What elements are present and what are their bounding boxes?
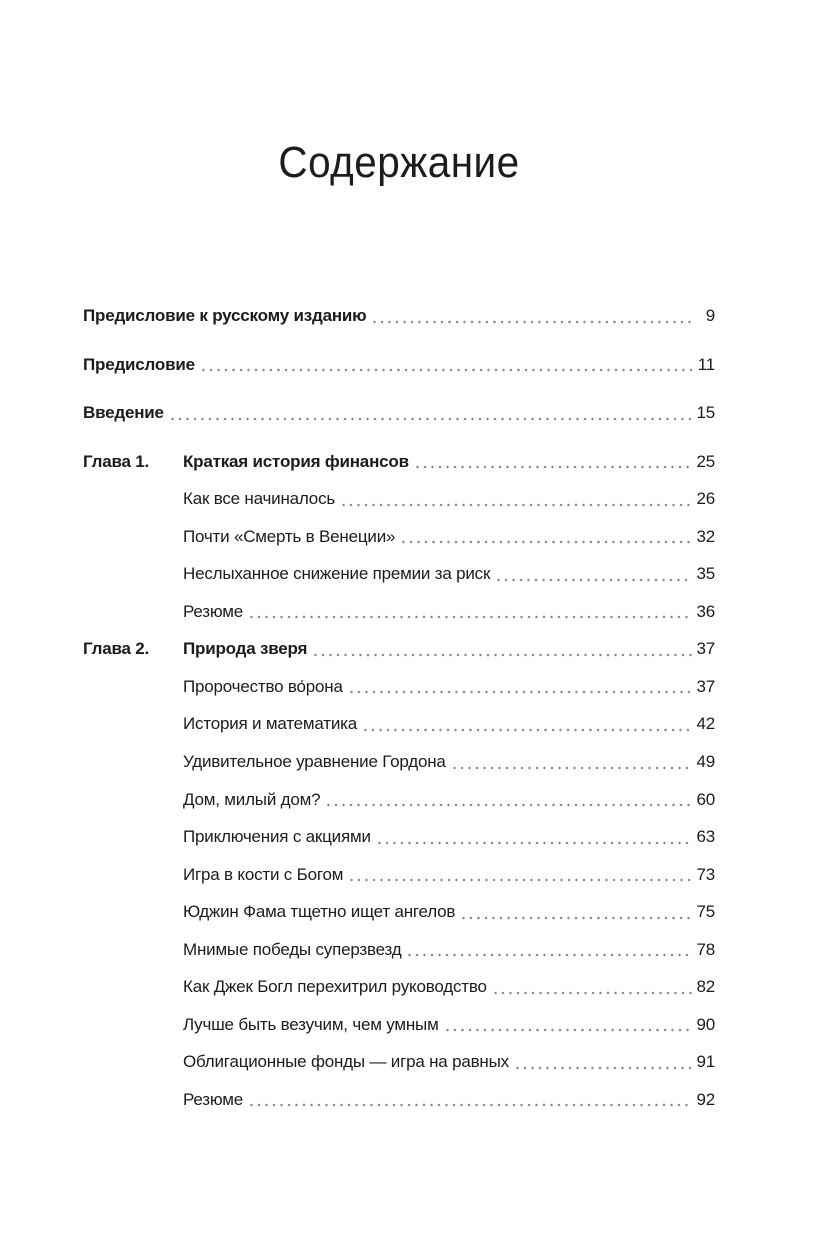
dot-leader — [497, 578, 692, 582]
toc-entry — [83, 827, 715, 847]
page-number: 35 — [696, 564, 715, 584]
entry-title: Юджин Фама тщетно ищет ангелов — [183, 902, 456, 922]
page-number: 42 — [696, 714, 715, 734]
entry-title: Как все начиналось — [183, 489, 336, 509]
toc-entry — [83, 865, 715, 885]
entry-title: Как Джек Богл перехитрил руководство — [183, 977, 487, 997]
dot-leader — [402, 540, 692, 544]
toc-entry — [83, 1015, 715, 1035]
page-number: 49 — [696, 752, 715, 772]
dot-leader — [364, 728, 692, 732]
dot-leader — [250, 1103, 692, 1107]
page-number: 37 — [696, 639, 715, 659]
toc-entry — [83, 677, 715, 697]
entry-title: Почти «Смерть в Венеции» — [183, 526, 396, 546]
entry-title: Предисловие — [83, 354, 195, 374]
entry-title: Пророчество во́рона — [183, 676, 343, 696]
page-number: 9 — [705, 306, 715, 325]
toc-entry — [83, 790, 715, 810]
page-number: 36 — [696, 601, 715, 621]
page-number: 26 — [696, 489, 715, 509]
dot-leader — [416, 465, 692, 469]
toc-entry — [83, 527, 715, 547]
entry-title: Природа зверя — [183, 639, 308, 659]
dot-leader — [453, 766, 692, 770]
entry-title: Игра в кости с Богом — [183, 864, 344, 884]
entry-title: Предисловие к русскому изданию — [83, 306, 367, 325]
toc-entry — [83, 1052, 715, 1072]
toc-entry — [83, 452, 715, 472]
page-title: Содержание — [278, 138, 520, 187]
dot-leader — [494, 991, 692, 995]
toc-entry — [83, 602, 715, 622]
toc-entry — [83, 1090, 715, 1110]
toc-entry — [83, 940, 715, 960]
entry-title: Приключения с акциями — [183, 827, 371, 847]
entry-title: Неслыханное снижение премии за риск — [183, 564, 491, 584]
page-number: 91 — [696, 1052, 715, 1072]
page-number: 60 — [696, 789, 715, 809]
entry-title: Резюме — [183, 601, 243, 621]
dot-leader — [350, 878, 692, 882]
table-of-contents — [83, 306, 715, 1109]
entry-title: Дом, милый дом? — [183, 789, 321, 809]
toc-entry — [83, 902, 715, 922]
page-number: 25 — [696, 451, 715, 471]
dot-leader — [314, 653, 692, 657]
dot-leader — [516, 1066, 692, 1070]
page-number: 90 — [696, 1014, 715, 1034]
page-number: 32 — [696, 526, 715, 546]
page-number: 63 — [696, 827, 715, 847]
toc-entry — [83, 564, 715, 584]
entry-title: Введение — [83, 403, 164, 423]
entry-title: Удивительное уравнение Гордона — [183, 752, 446, 772]
toc-entry — [83, 403, 715, 423]
page-number: 75 — [696, 902, 715, 922]
toc-entry — [83, 306, 715, 326]
dot-leader — [462, 916, 692, 920]
toc-entry — [83, 752, 715, 772]
dot-leader — [373, 320, 692, 324]
toc-entry — [83, 714, 715, 734]
page-number: 92 — [696, 1089, 715, 1109]
dot-leader — [408, 953, 692, 957]
dot-leader — [327, 803, 692, 807]
dot-leader — [171, 417, 692, 421]
entry-title: Краткая история финансов — [183, 451, 409, 471]
dot-leader — [202, 368, 692, 372]
entry-title: Мнимые победы суперзвезд — [183, 939, 402, 959]
chapter-label: Глава 2. — [83, 639, 150, 659]
page-number: 15 — [696, 403, 715, 423]
page-number: 11 — [697, 354, 715, 374]
entry-title: Резюме — [183, 1089, 243, 1109]
dot-leader — [378, 841, 692, 845]
page-number: 73 — [696, 864, 715, 884]
dot-leader — [350, 690, 692, 694]
chapter-label: Глава 1. — [83, 451, 150, 471]
dot-leader — [250, 615, 692, 619]
dot-leader — [342, 503, 692, 507]
entry-title: Лучше быть везучим, чем умным — [183, 1014, 439, 1034]
entry-title: Облигационные фонды — игра на равных — [183, 1052, 509, 1072]
toc-entry — [83, 355, 715, 375]
toc-entry — [83, 639, 715, 659]
toc-entry — [83, 489, 715, 509]
toc-entry — [83, 977, 715, 997]
page-number: 82 — [696, 977, 715, 997]
entry-title: История и математика — [183, 714, 358, 734]
page-number: 78 — [696, 939, 715, 959]
page-number: 37 — [696, 676, 715, 696]
dot-leader — [446, 1028, 692, 1032]
